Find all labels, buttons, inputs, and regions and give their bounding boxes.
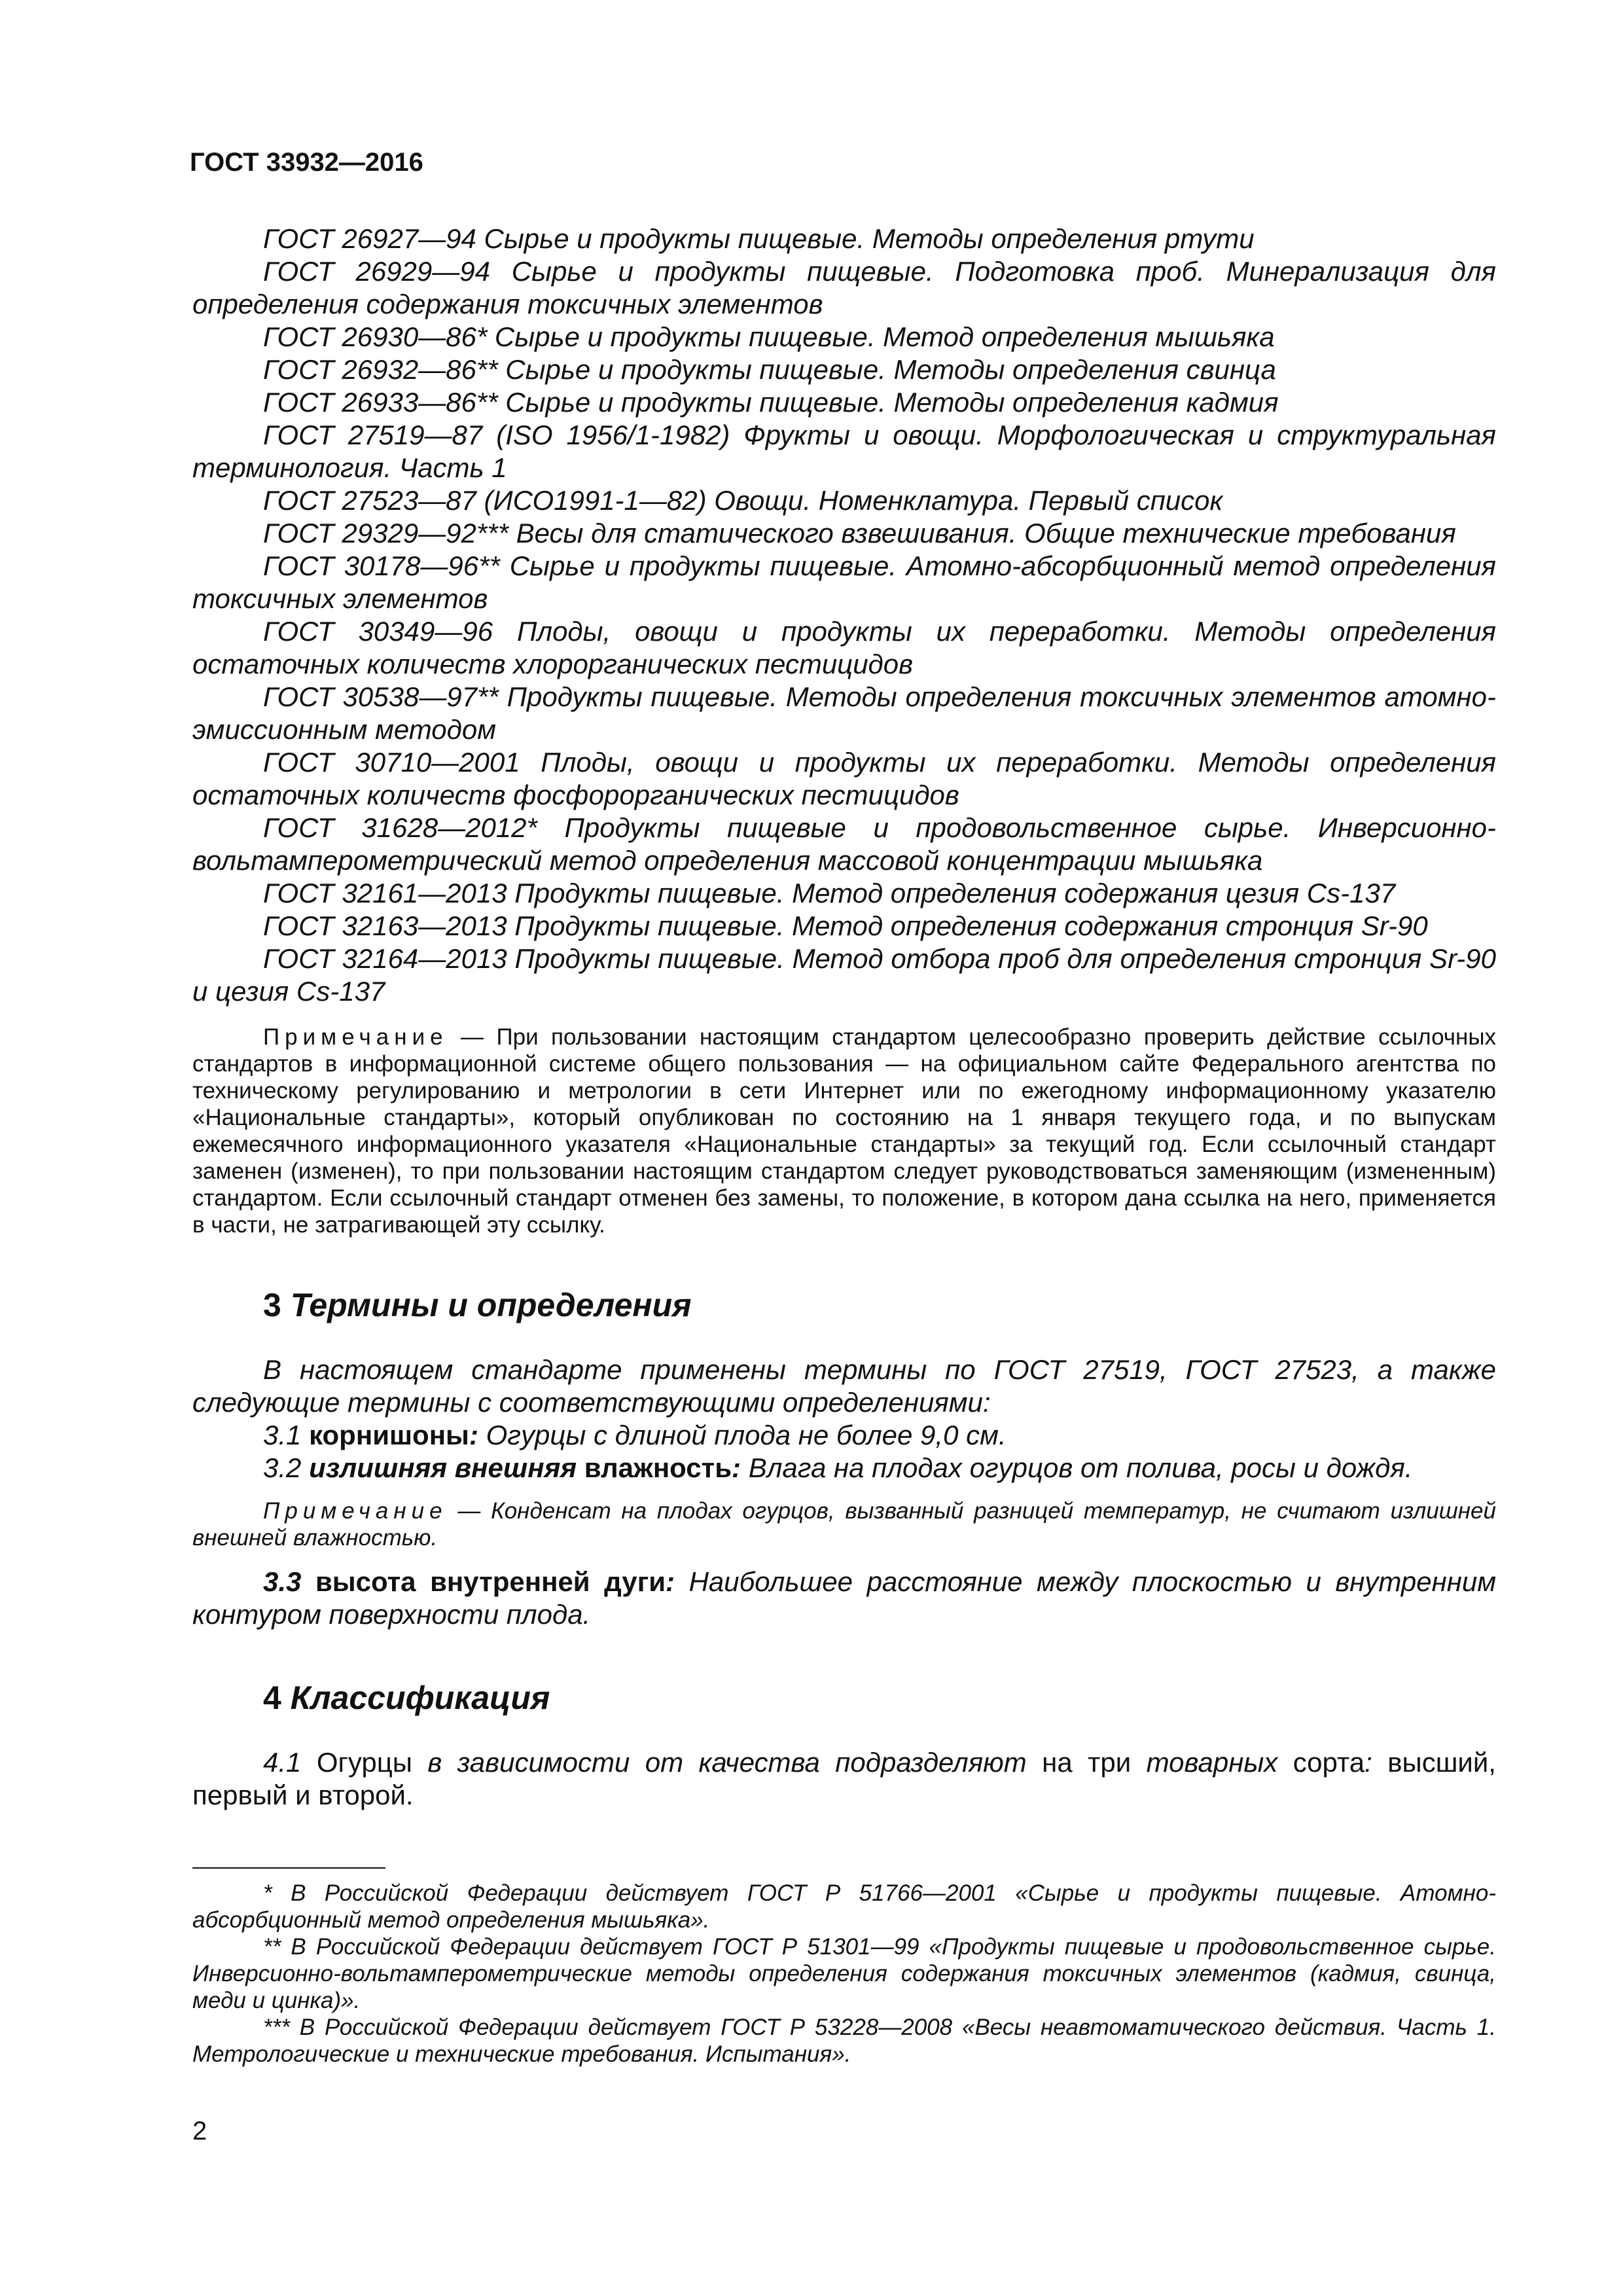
- paragraph-text: Огурцы: [316, 1747, 412, 1778]
- term-name: высота внутренней дуги: [315, 1566, 666, 1597]
- reference-item: ГОСТ 30538—97** Продукты пищевые. Методы определения токсичных элементов атомно-эмиссионным методом: [192, 681, 1496, 745]
- footnote: ** В Российской Федерации действует ГОСТ Р 51301—99 «Продукты пищевые и продовольственное сырье. Инверсионно-вольтамперометрические методы определения содержания токсичных элементов (кадмия, свинца, меди и цинка)».: [192, 1934, 1496, 2013]
- note-text: — Конденсат на плодах огурцов, вызванный разницей температур, не считают излишней внешней влажностью.: [192, 1498, 1496, 1551]
- term-definition: Влага на плодах огурцов от полива, росы и дождя.: [748, 1452, 1413, 1483]
- section-number: 3: [263, 1287, 281, 1323]
- section-4-heading: [263, 1678, 1496, 1717]
- reference-item: ГОСТ 32161—2013 Продукты пищевые. Метод определения содержания цезия Cs-137: [263, 878, 1396, 908]
- reference-item: ГОСТ 27519—87 (ISO 1956/1-1982) Фрукты и овощи. Морфологическая и структуральная терминология. Часть 1: [192, 420, 1496, 483]
- reference-item: ГОСТ 26933—86** Сырье и продукты пищевые. Методы определения кадмия: [263, 387, 1279, 418]
- normative-references-list: [192, 223, 1496, 1008]
- term-colon: :: [666, 1566, 675, 1597]
- classification-section: [192, 1746, 1496, 1812]
- term-3-3: [192, 1566, 1496, 1631]
- reference-item: ГОСТ 26929—94 Сырье и продукты пищевые. Подготовка проб. Минерализация для определения содержания токсичных элементов: [192, 256, 1496, 319]
- page-number: 2: [192, 2117, 207, 2145]
- paragraph-text: товарных: [1146, 1747, 1278, 1778]
- term-colon: :: [732, 1452, 741, 1483]
- reference-item: ГОСТ 30178—96** Сырье и продукты пищевые. Атомно-абсорбционный метод определения токсичных элементов: [192, 550, 1496, 614]
- terms-section: [192, 1354, 1496, 1631]
- reference-item: ГОСТ 26932—86** Сырье и продукты пищевые. Методы определения свинца: [263, 354, 1276, 385]
- section-title: Классификация: [290, 1679, 550, 1716]
- term-number: 3.2: [263, 1452, 302, 1483]
- page-content: [192, 223, 1496, 1812]
- term-note: [192, 1498, 1496, 1551]
- paragraph-text: сорта: [1293, 1747, 1365, 1778]
- note-text: — При пользовании настоящим стандартом целесообразно проверить действие ссылочных стандартов в информационной системе общего пользования — на официальном сайте Федерального агентства по техническому регулированию и метрологии в сети Интернет или по ежегодному информационному указателю «Национальные стандарты», который опубликован по состоянию на 1 января текущего года, и по выпускам ежемесячного информационного указателя «Национальные стандарты» за текущий год. Если ссылочный стандарт заменен (изменен), то при пользовании настоящим стандартом следует руководствоваться заменяющим (измененным) стандартом. Если ссылочный стандарт отменен без замены, то положение, в котором дана ссылка на него, применяется в части, не затрагивающей эту ссылку.: [192, 1024, 1496, 1238]
- reference-item: ГОСТ 26927—94 Сырье и продукты пищевые. Методы определения ртути: [263, 223, 1255, 254]
- section-3-heading: [263, 1285, 1496, 1325]
- document-header: ГОСТ 33932—2016: [190, 148, 423, 177]
- section-number: 4: [263, 1679, 281, 1716]
- footnote: *** В Российской Федерации действует ГОСТ Р 53228—2008 «Весы неавтоматического действия. Часть 1. Метрологические и технические требования. Испытания».: [192, 2015, 1496, 2067]
- term-name-tail: влажность: [584, 1452, 732, 1483]
- paragraph-text: в зависимости от качества подразделяют: [427, 1747, 1027, 1778]
- paragraph-text: :: [1364, 1747, 1372, 1778]
- reference-item: ГОСТ 27523—87 (ИСО1991-1—82) Овощи. Номенклатура. Первый список: [263, 485, 1223, 516]
- reference-item: ГОСТ 29329—92*** Весы для статического взвешивания. Общие технические требования: [263, 518, 1456, 548]
- reference-item: ГОСТ 31628—2012* Продукты пищевые и продовольственное сырье. Инверсионно-вольтамперометрический метод определения массовой концентрации мышьяка: [192, 812, 1496, 876]
- paragraph-4-1: [192, 1746, 1496, 1812]
- section-title: Термины и определения: [290, 1287, 692, 1323]
- references-note: [192, 1024, 1496, 1238]
- footnote: * В Российской Федерации действует ГОСТ Р 51766—2001 «Сырье и продукты пищевые. Атомно-абсорбционный метод определения мышьяка».: [192, 1880, 1496, 1933]
- footnote-divider: [192, 1867, 385, 1869]
- reference-item: ГОСТ 32164—2013 Продукты пищевые. Метод отбора проб для определения стронция Sr-90 и цезия Cs-137: [192, 943, 1496, 1007]
- footnotes: [192, 1880, 1496, 2068]
- paragraph-text: на три: [1042, 1747, 1132, 1778]
- term-number: 3.3: [263, 1566, 302, 1597]
- note-label: Примечание: [263, 1024, 448, 1050]
- reference-item: ГОСТ 30349—96 Плоды, овощи и продукты их переработки. Методы определения остаточных количеств хлорорганических пестицидов: [192, 616, 1496, 679]
- term-number: 3.1: [263, 1420, 302, 1450]
- term-name: корнишоны: [309, 1420, 469, 1450]
- term-name: излишняя внешняя: [309, 1452, 577, 1483]
- term-3-2: [192, 1452, 1496, 1484]
- paragraph-number: 4.1: [263, 1747, 302, 1778]
- term-colon: :: [469, 1420, 478, 1450]
- terms-intro: В настоящем стандарте применены термины по ГОСТ 27519, ГОСТ 27523, а также следующие термины с соответствующими определениями:: [192, 1354, 1496, 1418]
- term-definition: Огурцы с длиной плода не более 9,0 см.: [486, 1420, 1007, 1450]
- reference-item: ГОСТ 32163—2013 Продукты пищевые. Метод определения содержания стронция Sr-90: [263, 910, 1428, 941]
- paragraph-text: высший, первый и второй.: [192, 1747, 1496, 1810]
- reference-item: ГОСТ 30710—2001 Плоды, овощи и продукты их переработки. Методы определения остаточных количеств фосфорорганических пестицидов: [192, 747, 1496, 810]
- note-label: Примечание: [263, 1498, 448, 1524]
- term-3-1: [192, 1419, 1496, 1452]
- term-definition: Наибольшее расстояние между плоскостью и внутренним контуром поверхности плода.: [192, 1566, 1496, 1630]
- reference-item: ГОСТ 26930—86* Сырье и продукты пищевые. Метод определения мышьяка: [263, 321, 1275, 352]
